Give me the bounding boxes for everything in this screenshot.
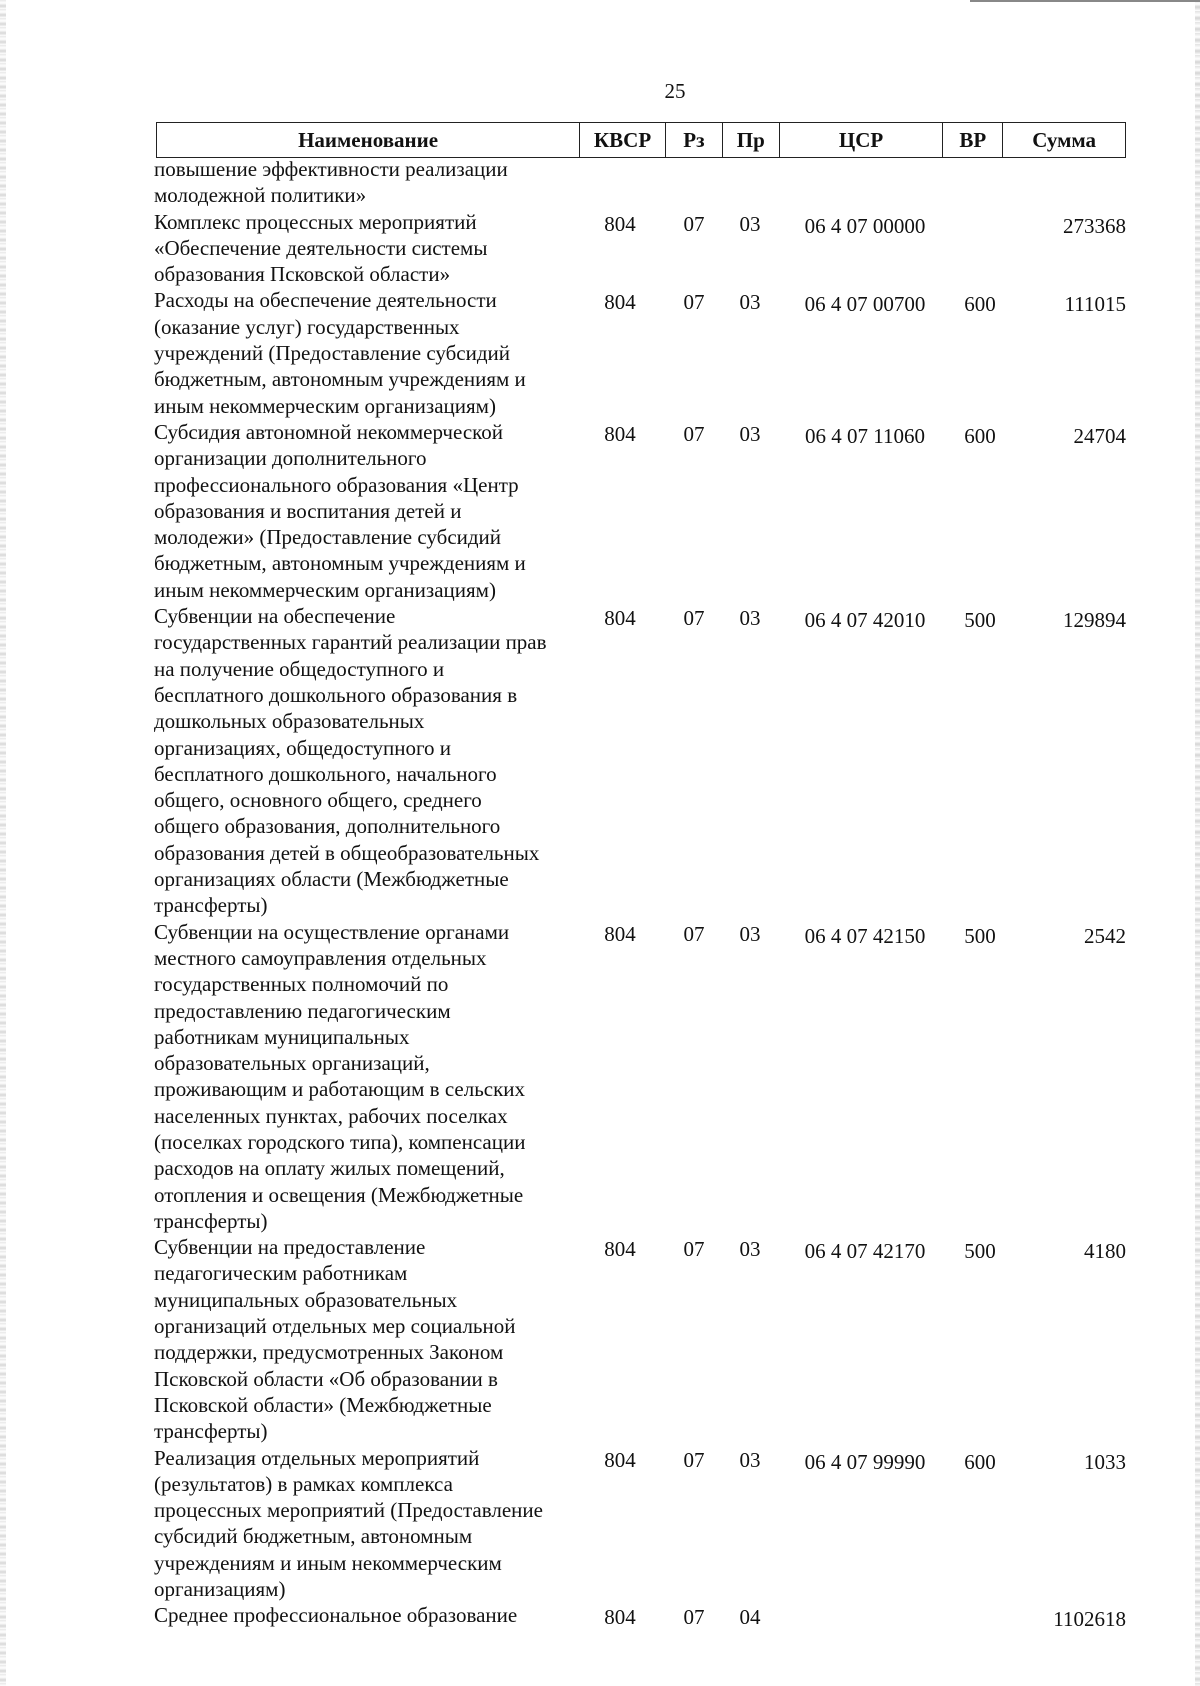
cell-kvsr: 804: [604, 211, 636, 236]
cell-csr: 06 4 07 42170: [804, 1239, 926, 1264]
cell-rz: 07: [683, 921, 705, 946]
cell-vr: [952, 209, 1008, 213]
cell-name: Среднее профессиональное образование: [154, 1603, 518, 1628]
cell-pr: 03: [739, 1237, 761, 1262]
table-row: [154, 919, 1126, 1235]
cell-csr: [778, 156, 952, 160]
cell-sum: 24704: [1073, 423, 1126, 448]
cell-kvsr: 804: [604, 1447, 636, 1472]
header-vr: ВР: [943, 123, 1003, 157]
cell-vr: 500: [964, 1239, 996, 1264]
table-row: [154, 603, 1126, 919]
cell-sum: 1033: [1084, 1449, 1126, 1474]
cell-csr: 06 4 07 00000: [804, 213, 926, 238]
scan-edge-right: [1195, 0, 1200, 1686]
table-row: [154, 419, 1126, 603]
table-row: [154, 156, 1126, 209]
cell-kvsr: 804: [604, 421, 636, 446]
cell-name: Субвенции на предоставление педагогическим работникам муниципальных образовательных организаций отдельных мер социальной поддержки, предусмотренных Законом Псковской области «Об образовании в Псковской области» (Межбюджетные трансферты): [154, 1235, 516, 1444]
cell-pr: 03: [739, 921, 761, 946]
cell-rz: 07: [683, 421, 705, 446]
cell-sum: 1102618: [1053, 1607, 1126, 1632]
table-row: [154, 1445, 1126, 1603]
cell-pr: 03: [739, 290, 761, 315]
cell-pr: [722, 156, 778, 158]
cell-sum: 4180: [1084, 1239, 1126, 1264]
cell-vr: 600: [964, 1449, 996, 1474]
cell-name: Субвенции на осуществление органами местного самоуправления отдельных государственных полномочий по предоставлению педагогическим работникам муниципальных образовательных организаций, проживающим и работающим в сельских населенных пунктах, рабочих поселках (поселках городского типа), компенсации расходов на оплату жилых помещений, отопления и освещения (Межбюджетные трансферты): [154, 919, 526, 1233]
cell-vr: 500: [964, 608, 996, 633]
cell-csr: [778, 1602, 952, 1606]
table-row: [154, 1602, 1126, 1632]
cell-rz: [666, 156, 722, 158]
header-sum: Сумма: [1032, 127, 1097, 152]
cell-kvsr: 804: [604, 1605, 636, 1630]
cell-sum: 111015: [1064, 292, 1126, 317]
scan-top-line: [970, 0, 1200, 2]
header-kvsr: КВСР: [580, 123, 666, 157]
cell-vr: 500: [964, 923, 996, 948]
cell-name: Расходы на обеспечение деятельности (оказание услуг) государственных учреждений (Предоставление субсидий бюджетным, автономным учреждениям и иным некоммерческим организациям): [154, 288, 526, 418]
cell-name: Субсидия автономной некоммерческой организации дополнительного профессионального образования «Центр образования и воспитания детей и молодежи» (Предоставление субсидий бюджетным, автономным учреждениям и иным некоммерческим организациям): [154, 419, 526, 602]
table-row: [154, 1234, 1126, 1444]
cell-vr: 600: [964, 423, 996, 448]
header-name: Наименование: [157, 123, 580, 157]
cell-vr: [952, 1602, 1008, 1606]
table-header: [156, 122, 1126, 158]
cell-pr: 03: [739, 421, 761, 446]
cell-kvsr: 804: [604, 290, 636, 315]
header-pr: Пр: [723, 123, 780, 157]
cell-sum: 2542: [1084, 923, 1126, 948]
cell-pr: 03: [739, 1447, 761, 1472]
cell-name: Субвенции на обеспечение государственных гарантий реализации прав на получение общедоступного и бесплатного дошкольного образования в дошкольных образовательных организациях, общедоступного и бесплатного дошкольного, начального общего, основного общего, среднего общего образования, дополнительного образования детей в общеобразовательных организациях области (Межбюджетные трансферты): [154, 604, 547, 918]
cell-name: Реализация отдельных мероприятий (результатов) в рамках комплекса процессных мероприятий (Предоставление субсидий бюджетным, автономным учреждениям и иным некоммерческим организациям): [154, 1445, 543, 1602]
table-row: [154, 209, 1126, 288]
cell-rz: 07: [683, 211, 705, 236]
cell-rz: 07: [683, 1237, 705, 1262]
cell-rz: 07: [683, 1447, 705, 1472]
cell-name: Комплекс процессных мероприятий «Обеспечение деятельности системы образования Псковской области»: [154, 209, 488, 287]
cell-rz: 07: [683, 606, 705, 631]
cell-kvsr: 804: [604, 606, 636, 631]
cell-sum: 129894: [1063, 608, 1126, 633]
table-body: [154, 156, 1126, 1633]
cell-sum: [1008, 156, 1126, 160]
page-number: 25: [664, 79, 686, 103]
cell-pr: 03: [739, 606, 761, 631]
cell-sum: 273368: [1063, 213, 1126, 238]
cell-csr: 06 4 07 42010: [804, 608, 926, 633]
cell-vr: [952, 156, 1008, 160]
cell-pr: 03: [739, 211, 761, 236]
cell-csr: 06 4 07 11060: [805, 423, 925, 448]
cell-rz: 07: [683, 1605, 705, 1630]
cell-kvsr: 804: [604, 921, 636, 946]
cell-csr: 06 4 07 00700: [804, 292, 926, 317]
scan-edge-left: [0, 0, 6, 1686]
cell-name: повышение эффективности реализации молодежной политики»: [154, 157, 508, 208]
cell-rz: 07: [683, 290, 705, 315]
cell-csr: 06 4 07 42150: [804, 923, 926, 948]
header-rz: Рз: [666, 123, 723, 157]
header-csr: ЦСР: [780, 123, 944, 157]
cell-csr: 06 4 07 99990: [804, 1449, 926, 1474]
cell-pr: 04: [739, 1605, 761, 1630]
cell-vr: 600: [964, 292, 996, 317]
cell-kvsr: 804: [604, 1237, 636, 1262]
cell-kvsr: [574, 156, 666, 158]
table-row: [154, 287, 1126, 418]
